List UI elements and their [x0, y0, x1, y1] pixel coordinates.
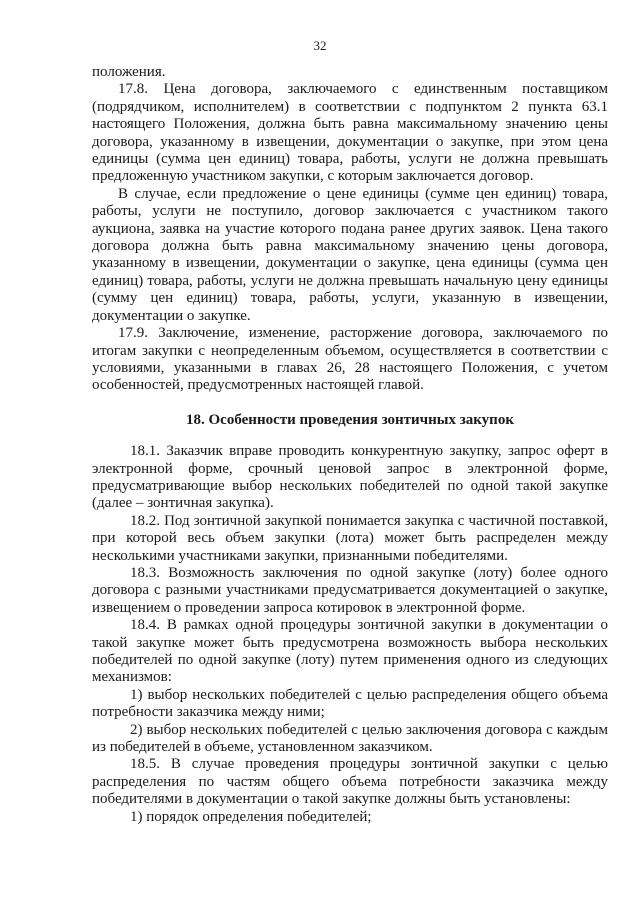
paragraph-17-9: 17.9. Заключение, изменение, расторжение договора, заключаемого по итогам закупки с неопределенным объемом, осуществляется в соответствии с условиями, указанными в главах 26, 28 настоящего Положения, с учетом особенностей, предусмотренных настоящей главой.	[92, 325, 608, 394]
paragraph-18-2: 18.2. Под зонтичной закупкой понимается закупка с частичной поставкой, при которой весь объем закупки (лота) может быть распределен между несколькими участниками закупки, признанными победителями.	[92, 512, 608, 564]
paragraph-18-3: 18.3. Возможность заключения по одной закупке (лоту) более одного договора с разными участниками предусматривается документацией о закупке, извещением о проведении запроса котировок в электронной форме.	[92, 564, 608, 616]
paragraph-18-5: 18.5. В случае проведения процедуры зонтичной закупки с целью распределения по частям общего объема потребности заказчика между победителями в документации о такой закупке должны быть установлены:	[92, 756, 608, 808]
section-title: 18. Особенности проведения зонтичных закупок	[186, 411, 514, 428]
document-body	[92, 64, 608, 826]
paragraph-continuation: положения.	[92, 64, 166, 80]
paragraph-17-8: 17.8. Цена договора, заключаемого с единственным поставщиком (подрядчиком, исполнителем) в соответствии с подпунктом 2 пункта 63.1 настоящего Положения, должна быть равна максимальному значению цены договора, указанному в извещении, документации о закупке, при этом цена единицы (сумма цен единиц) товара, работы, услуги не должна превышать предложенную участником закупки, с которым заключается договор.	[92, 81, 608, 185]
list-item-18-5-1: 1) порядок определения победителей;	[130, 808, 372, 825]
paragraph-18-4: 18.4. В рамках одной процедуры зонтичной закупки в документации о такой закупке может быть предусмотрена возможность выбора нескольких победителей по одной закупке (лоту) путем применения одного из следующих механизмов:	[92, 617, 608, 686]
page-number: 32	[313, 38, 327, 53]
list-item-18-4-1: 1) выбор нескольких победителей с целью распределения общего объема потребности заказчика между ними;	[92, 686, 608, 721]
paragraph-18-1: 18.1. Заказчик вправе проводить конкурентную закупку, запрос оферт в электронной форме, срочный ценовой запрос в электронной форме, предусматривающие выбор нескольких победителей по одной такой закупке (далее – зонтичная закупка).	[92, 443, 608, 512]
list-item-18-4-2: 2) выбор нескольких победителей с целью заключения договора с каждым из победителей в объеме, установленном заказчиком.	[92, 721, 608, 756]
paragraph-17-8-cont: В случае, если предложение о цене единицы (сумме цен единиц) товара, работы, услуги не поступило, договор заключается с участником такого аукциона, заявка на участие которого подана ранее других заявок. Цена такого договора должна быть равна максимальному значению цены договора, указанному в извещении, документации о закупке, цена единицы (сумма цен единиц) товара, работы, услуги не должна превышать начальную цену единицы (сумму цен единиц) товара, работы, услуги, указанную в извещении, документации о закупке.	[92, 185, 608, 324]
